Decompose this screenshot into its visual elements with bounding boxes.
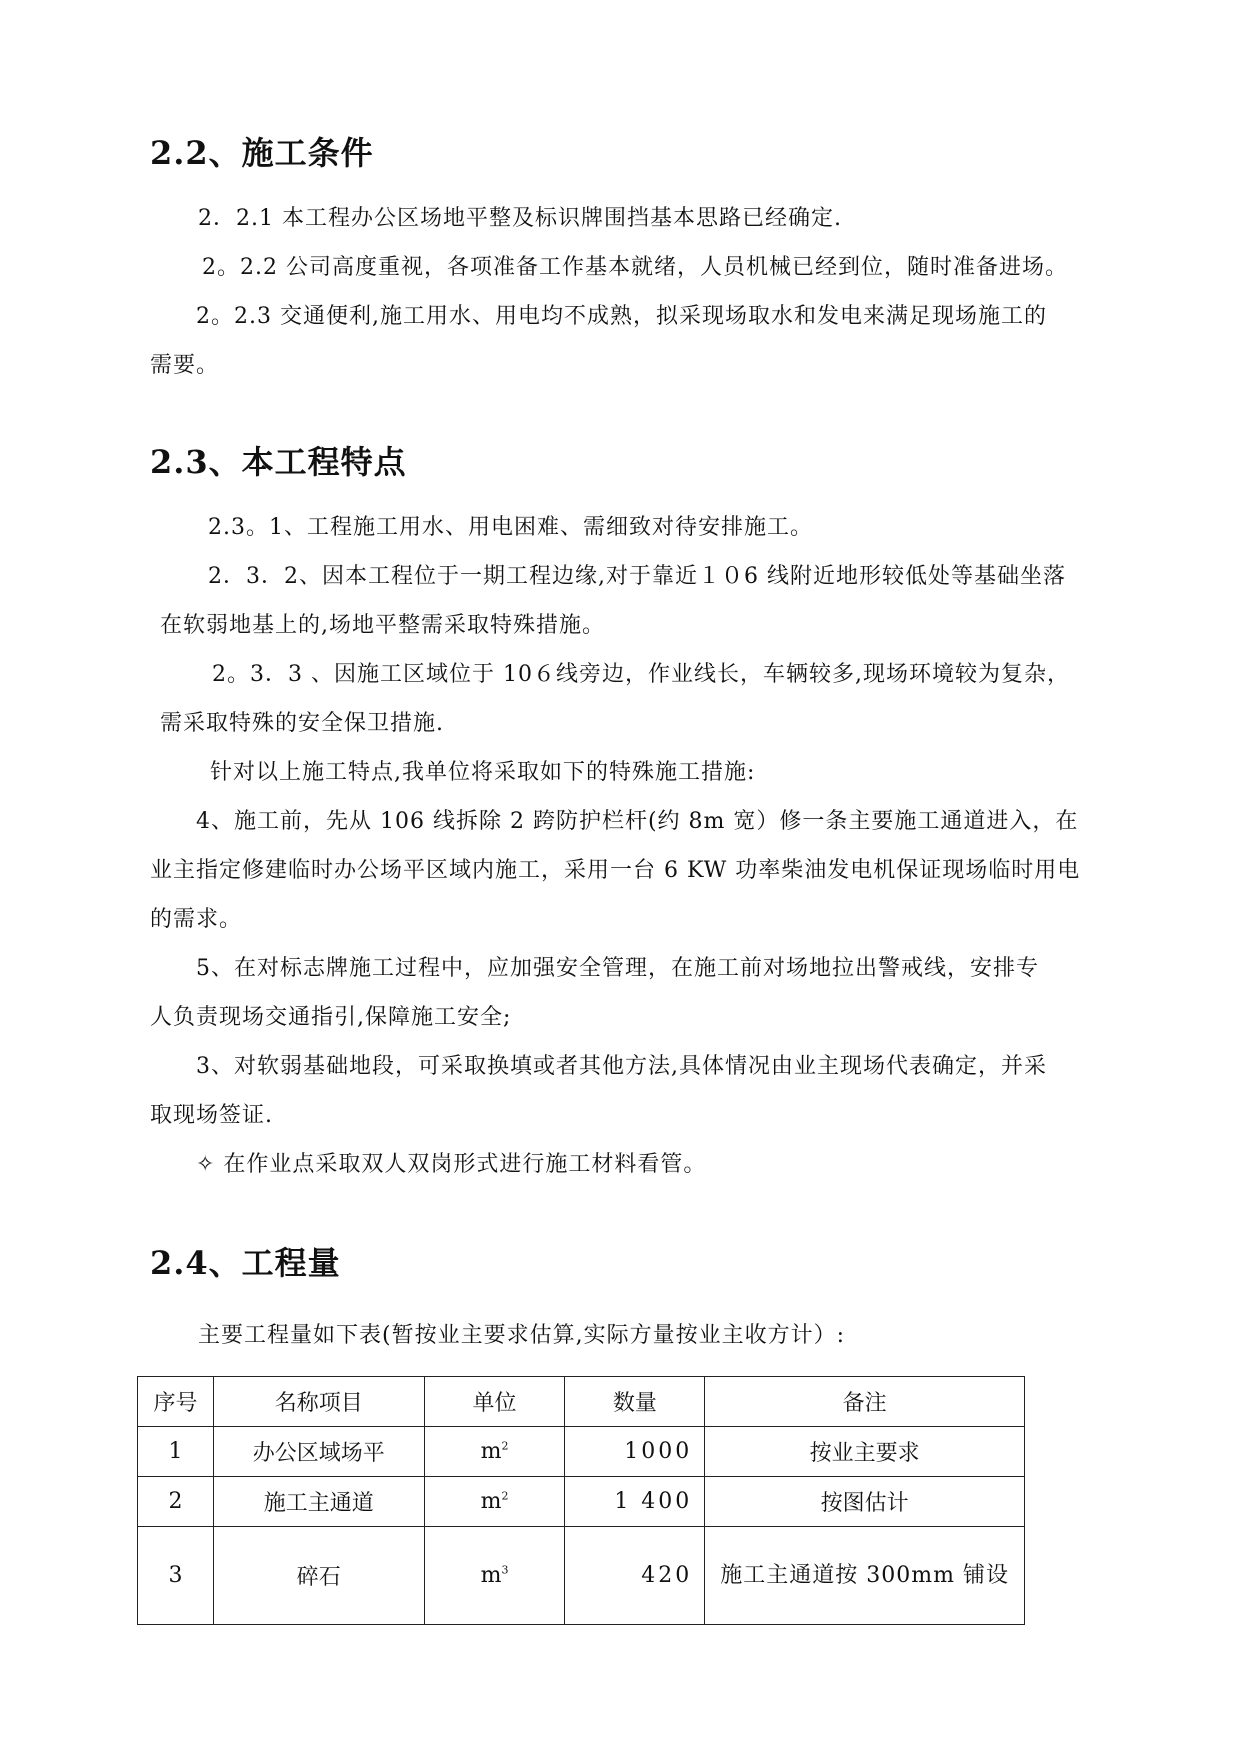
cell-no: 3: [138, 1527, 214, 1625]
heading-2-4: 2.4、工程量: [150, 1244, 341, 1282]
cell-qty: 420: [565, 1527, 705, 1625]
cell-unit: $m^2$: [424, 1477, 565, 1527]
col-header-note: 备注: [705, 1377, 1025, 1427]
heading-2-3: 2.3、本工程特点: [150, 443, 407, 481]
col-header-no: 序号: [138, 1377, 214, 1427]
table-row: [138, 1527, 1025, 1625]
cell-name: 办公区域场平: [213, 1427, 424, 1477]
cell-unit: $m^3$: [424, 1527, 565, 1625]
col-header-unit: 单位: [424, 1377, 565, 1427]
table-row: [138, 1477, 1025, 1527]
paragraph-line: 2．2.1 本工程办公区场地平整及标识牌围挡基本思路已经确定.: [198, 206, 842, 231]
paragraph-line: 2．3．2、因本工程位于一期工程边缘,对于靠近１０6 线附近地形较低处等基础坐落: [208, 564, 1066, 589]
quantity-table: [137, 1376, 1025, 1625]
cell-unit: $m^2$: [424, 1427, 565, 1477]
paragraph-line: 业主指定修建临时办公场平区域内施工，采用一台 6 KW 功率柴油发电机保证现场临时用电: [150, 858, 1081, 883]
paragraph-line: 取现场签证.: [150, 1103, 273, 1128]
paragraph-line: 需采取特殊的安全保卫措施.: [160, 711, 444, 736]
paragraph-line: 人负责现场交通指引,保障施工安全;: [150, 1005, 512, 1030]
paragraph-line: 2。2.3 交通便利,施工用水、用电均不成熟，拟采现场取水和发电来满足现场施工的: [196, 304, 1047, 329]
paragraph-line: 2。2.2 公司高度重视，各项准备工作基本就绪，人员机械已经到位，随时准备进场。: [202, 255, 1068, 280]
heading-2-2: 2.2、施工条件: [150, 134, 374, 172]
paragraph-line: 针对以上施工特点,我单位将采取如下的特殊施工措施:: [210, 760, 756, 785]
cell-qty: 1000: [565, 1427, 705, 1477]
table-intro: 主要工程量如下表(暂按业主要求估算,实际方量按业主收方计）:: [198, 1323, 845, 1348]
cell-name: 施工主通道: [213, 1477, 424, 1527]
table-header-row: [138, 1377, 1025, 1427]
paragraph-line: 4、施工前，先从 106 线拆除 2 跨防护栏杆(约 8m 宽）修一条主要施工通道进入，在: [196, 809, 1079, 834]
cell-no: 1: [138, 1427, 214, 1477]
paragraph-line: 在软弱地基上的,场地平整需采取特殊措施。: [160, 613, 605, 638]
paragraph-line: 5、在对标志牌施工过程中，应加强安全管理，在施工前对场地拉出警戒线，安排专: [196, 956, 1039, 981]
cell-note: 按图估计: [705, 1477, 1025, 1527]
paragraph-line: 2。3．3 、因施工区域位于 10６线旁边，作业线长，车辆较多,现场环境较为复杂，: [212, 662, 1070, 687]
cell-note: 按业主要求: [705, 1427, 1025, 1477]
cell-qty: 1 400: [565, 1477, 705, 1527]
paragraph-line: 需要。: [150, 353, 220, 378]
paragraph-line: 的需求。: [150, 907, 243, 932]
paragraph-line: 3、对软弱基础地段，可采取换填或者其他方法,具体情况由业主现场代表确定，并采: [196, 1054, 1047, 1079]
bullet-line: ✧ 在作业点采取双人双岗形式进行施工材料看管。: [196, 1152, 707, 1177]
cell-note: 施工主通道按 300mm 铺设: [705, 1527, 1025, 1625]
table-row: [138, 1427, 1025, 1477]
cell-name: 碎石: [213, 1527, 424, 1625]
col-header-name: 名称项目: [213, 1377, 424, 1427]
paragraph-line: 2.3。1、工程施工用水、用电困难、需细致对待安排施工。: [208, 515, 813, 540]
cell-no: 2: [138, 1477, 214, 1527]
col-header-qty: 数量: [565, 1377, 705, 1427]
